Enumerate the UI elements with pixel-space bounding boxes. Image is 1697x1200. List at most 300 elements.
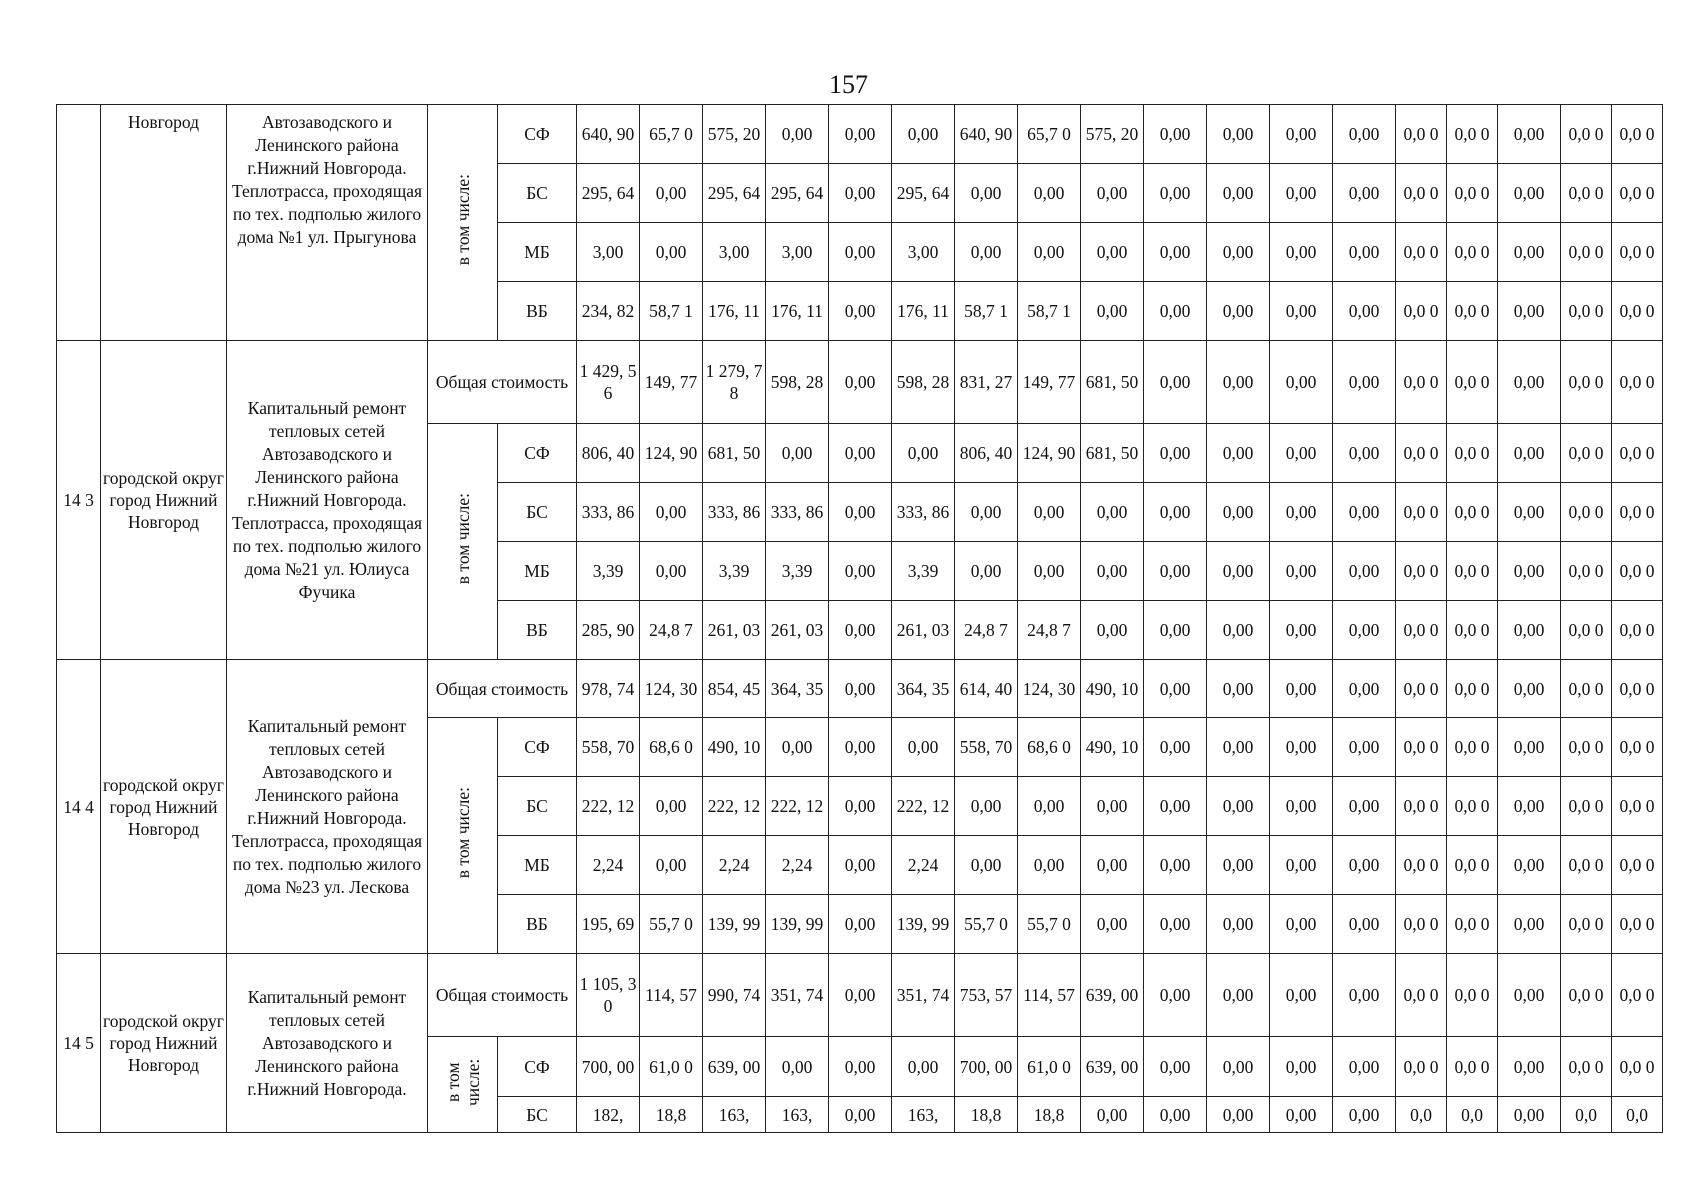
value-cell: 575, 20 (1081, 105, 1144, 164)
value-cell: 0,00 (1144, 954, 1207, 1037)
value-cell: 0,00 (1498, 1037, 1561, 1097)
value-cell: 0,00 (1270, 341, 1333, 424)
value-cell: 163, (703, 1097, 766, 1133)
value-cell: 0,00 (1333, 660, 1396, 718)
value-cell: 261, 03 (703, 601, 766, 660)
funding-source: БС (498, 1097, 577, 1133)
value-cell: 0,00 (1270, 483, 1333, 542)
value-cell: 0,0 0 (1396, 105, 1447, 164)
value-cell: 295, 64 (577, 164, 640, 223)
value-cell: 285, 90 (577, 601, 640, 660)
table-row (57, 660, 1663, 718)
value-cell: 0,0 0 (1561, 542, 1612, 601)
value-cell: 55,7 0 (640, 895, 703, 954)
value-cell: 0,0 0 (1447, 895, 1498, 954)
funding-source: СФ (498, 105, 577, 164)
value-cell: 0,00 (1144, 223, 1207, 282)
funding-source: ВБ (498, 895, 577, 954)
value-cell: 0,00 (1018, 836, 1081, 895)
value-cell: 978, 74 (577, 660, 640, 718)
value-cell: 0,0 0 (1447, 777, 1498, 836)
value-cell: 0,00 (766, 1037, 829, 1097)
value-cell: 176, 11 (766, 282, 829, 341)
value-cell: 0,00 (1333, 836, 1396, 895)
value-cell: 0,0 0 (1561, 223, 1612, 282)
value-cell: 0,0 0 (1447, 1037, 1498, 1097)
value-cell: 0,0 0 (1612, 601, 1663, 660)
value-cell: 0,00 (1081, 1097, 1144, 1133)
value-cell: 364, 35 (766, 660, 829, 718)
value-cell: 598, 28 (892, 341, 955, 424)
value-cell: 0,0 0 (1561, 341, 1612, 424)
value-cell: 0,00 (1333, 282, 1396, 341)
value-cell: 0,00 (1270, 718, 1333, 777)
value-cell: 0,00 (1144, 341, 1207, 424)
value-cell: 3,39 (577, 542, 640, 601)
value-cell: 295, 64 (703, 164, 766, 223)
value-cell: 0,00 (1270, 282, 1333, 341)
value-cell: 0,00 (1144, 601, 1207, 660)
value-cell: 0,0 0 (1447, 341, 1498, 424)
row-number: 14 4 (57, 660, 101, 954)
value-cell: 831, 27 (955, 341, 1018, 424)
value-cell: 700, 00 (955, 1037, 1018, 1097)
value-cell: 0,0 0 (1561, 105, 1612, 164)
value-cell: 854, 45 (703, 660, 766, 718)
value-cell: 24,8 7 (955, 601, 1018, 660)
value-cell: 0,00 (1270, 601, 1333, 660)
project-description: Капитальный ремонт тепловых сетей Автозаводского и Ленинского района г.Нижний Новгорода. (227, 954, 428, 1133)
value-cell: 295, 64 (892, 164, 955, 223)
value-cell: 0,00 (1333, 483, 1396, 542)
value-cell: 0,0 0 (1612, 660, 1663, 718)
value-cell: 0,00 (1081, 836, 1144, 895)
municipality-name: городской округ город Нижний Новгород (101, 341, 227, 660)
value-cell: 0,00 (1081, 601, 1144, 660)
funding-source: ВБ (498, 601, 577, 660)
value-cell: 681, 50 (1081, 424, 1144, 483)
value-cell: 0,0 0 (1396, 895, 1447, 954)
value-cell: 0,00 (829, 718, 892, 777)
value-cell: 2,24 (703, 836, 766, 895)
value-cell: 0,0 0 (1447, 660, 1498, 718)
value-cell: 261, 03 (892, 601, 955, 660)
value-cell: 0,00 (640, 836, 703, 895)
value-cell: 0,0 0 (1396, 954, 1447, 1037)
value-cell: 639, 00 (703, 1037, 766, 1097)
value-cell: 0,00 (1144, 542, 1207, 601)
funding-source: МБ (498, 836, 577, 895)
value-cell: 0,0 0 (1396, 836, 1447, 895)
value-cell: 1 279, 78 (703, 341, 766, 424)
funding-source: МБ (498, 542, 577, 601)
total-cost-label: Общая стоимость (428, 954, 577, 1037)
value-cell: 176, 11 (703, 282, 766, 341)
value-cell: 0,00 (1018, 164, 1081, 223)
funding-source: СФ (498, 1037, 577, 1097)
value-cell: 0,00 (1270, 660, 1333, 718)
value-cell: 222, 12 (766, 777, 829, 836)
value-cell: 18,8 (640, 1097, 703, 1133)
value-cell: 0,0 (1561, 1097, 1612, 1133)
value-cell: 0,0 0 (1612, 954, 1663, 1037)
value-cell: 0,0 0 (1447, 483, 1498, 542)
value-cell: 0,0 0 (1561, 777, 1612, 836)
value-cell: 0,00 (829, 660, 892, 718)
value-cell: 0,0 0 (1612, 718, 1663, 777)
value-cell: 0,00 (1498, 601, 1561, 660)
value-cell: 0,0 0 (1396, 282, 1447, 341)
value-cell: 3,00 (766, 223, 829, 282)
value-cell: 0,0 0 (1612, 836, 1663, 895)
value-cell: 0,00 (1498, 542, 1561, 601)
value-cell: 0,00 (829, 954, 892, 1037)
value-cell: 0,00 (955, 836, 1018, 895)
value-cell: 0,00 (1081, 483, 1144, 542)
value-cell: 575, 20 (703, 105, 766, 164)
value-cell: 0,00 (1270, 223, 1333, 282)
value-cell: 0,00 (1270, 542, 1333, 601)
value-cell: 58,7 1 (1018, 282, 1081, 341)
value-cell: 0,00 (955, 483, 1018, 542)
value-cell: 0,00 (1144, 836, 1207, 895)
value-cell: 0,00 (1333, 954, 1396, 1037)
value-cell: 0,00 (640, 164, 703, 223)
value-cell: 0,00 (1018, 483, 1081, 542)
value-cell: 0,00 (1333, 718, 1396, 777)
cost-table (56, 104, 1663, 1133)
value-cell: 0,00 (1498, 660, 1561, 718)
value-cell: 0,00 (1498, 954, 1561, 1037)
value-cell: 0,00 (1207, 836, 1270, 895)
value-cell: 0,00 (829, 1037, 892, 1097)
funding-source: ВБ (498, 282, 577, 341)
value-cell: 0,00 (1144, 1037, 1207, 1097)
value-cell: 0,0 0 (1612, 105, 1663, 164)
value-cell: 0,00 (1207, 164, 1270, 223)
value-cell: 0,00 (892, 424, 955, 483)
value-cell: 0,00 (1207, 954, 1270, 1037)
value-cell: 0,00 (1498, 777, 1561, 836)
value-cell: 0,00 (640, 777, 703, 836)
value-cell: 558, 70 (955, 718, 1018, 777)
value-cell: 0,00 (640, 223, 703, 282)
value-cell: 176, 11 (892, 282, 955, 341)
value-cell: 124, 30 (1018, 660, 1081, 718)
value-cell: 640, 90 (955, 105, 1018, 164)
value-cell: 0,00 (829, 1097, 892, 1133)
value-cell: 0,00 (1144, 660, 1207, 718)
value-cell: 2,24 (892, 836, 955, 895)
value-cell: 0,00 (1270, 1097, 1333, 1133)
value-cell: 0,00 (829, 601, 892, 660)
value-cell: 58,7 1 (640, 282, 703, 341)
value-cell: 0,00 (1270, 777, 1333, 836)
value-cell: 0,0 0 (1396, 164, 1447, 223)
value-cell: 0,00 (1333, 341, 1396, 424)
value-cell: 0,00 (1144, 777, 1207, 836)
value-cell: 124, 90 (1018, 424, 1081, 483)
value-cell: 333, 86 (577, 483, 640, 542)
value-cell: 3,00 (703, 223, 766, 282)
value-cell: 61,0 0 (640, 1037, 703, 1097)
value-cell: 3,00 (577, 223, 640, 282)
value-cell: 0,0 0 (1561, 954, 1612, 1037)
value-cell: 0,0 0 (1561, 601, 1612, 660)
value-cell: 0,0 0 (1612, 164, 1663, 223)
value-cell: 0,00 (1333, 1097, 1396, 1133)
value-cell: 2,24 (577, 836, 640, 895)
value-cell: 0,0 0 (1447, 718, 1498, 777)
including-label (428, 105, 498, 341)
value-cell: 0,00 (829, 424, 892, 483)
value-cell: 0,0 0 (1612, 341, 1663, 424)
value-cell: 0,00 (1498, 282, 1561, 341)
value-cell: 614, 40 (955, 660, 1018, 718)
value-cell: 0,00 (1207, 718, 1270, 777)
value-cell: 0,00 (640, 483, 703, 542)
value-cell: 0,0 0 (1396, 1037, 1447, 1097)
value-cell: 0,0 0 (1612, 483, 1663, 542)
value-cell: 0,0 0 (1447, 164, 1498, 223)
value-cell: 163, (892, 1097, 955, 1133)
value-cell: 182, (577, 1097, 640, 1133)
value-cell: 0,0 0 (1612, 223, 1663, 282)
including-label-text: в том числе: (452, 493, 473, 585)
value-cell: 0,00 (1144, 282, 1207, 341)
value-cell: 0,00 (1498, 223, 1561, 282)
value-cell: 0,0 0 (1612, 895, 1663, 954)
value-cell: 0,0 0 (1561, 718, 1612, 777)
value-cell: 222, 12 (703, 777, 766, 836)
value-cell: 234, 82 (577, 282, 640, 341)
value-cell: 0,0 0 (1561, 1037, 1612, 1097)
value-cell: 0,0 0 (1447, 836, 1498, 895)
value-cell: 0,0 0 (1396, 777, 1447, 836)
value-cell: 24,8 7 (640, 601, 703, 660)
value-cell: 0,00 (1144, 424, 1207, 483)
including-label-text: в том числе: (452, 787, 473, 879)
value-cell: 58,7 1 (955, 282, 1018, 341)
value-cell: 490, 10 (1081, 718, 1144, 777)
value-cell: 0,00 (1270, 424, 1333, 483)
value-cell: 0,00 (1144, 1097, 1207, 1133)
value-cell: 0,00 (955, 542, 1018, 601)
value-cell: 0,00 (1207, 223, 1270, 282)
value-cell: 0,00 (1207, 777, 1270, 836)
value-cell: 0,0 (1612, 1097, 1663, 1133)
value-cell: 0,00 (1498, 718, 1561, 777)
value-cell: 0,00 (1333, 777, 1396, 836)
value-cell: 0,00 (1333, 105, 1396, 164)
value-cell: 0,0 0 (1561, 282, 1612, 341)
value-cell: 68,6 0 (1018, 718, 1081, 777)
value-cell: 0,00 (1498, 483, 1561, 542)
value-cell: 124, 90 (640, 424, 703, 483)
value-cell: 1 105, 30 (577, 954, 640, 1037)
value-cell: 0,0 0 (1447, 424, 1498, 483)
value-cell: 261, 03 (766, 601, 829, 660)
value-cell: 0,0 0 (1561, 895, 1612, 954)
value-cell: 0,00 (1018, 777, 1081, 836)
value-cell: 806, 40 (577, 424, 640, 483)
value-cell: 0,00 (1207, 542, 1270, 601)
value-cell: 0,0 0 (1612, 1037, 1663, 1097)
value-cell: 0,00 (955, 223, 1018, 282)
value-cell: 333, 86 (766, 483, 829, 542)
value-cell: 0,00 (1207, 483, 1270, 542)
value-cell: 640, 90 (577, 105, 640, 164)
value-cell: 0,00 (829, 105, 892, 164)
value-cell: 18,8 (955, 1097, 1018, 1133)
value-cell: 163, (766, 1097, 829, 1133)
value-cell: 0,00 (892, 105, 955, 164)
value-cell: 490, 10 (703, 718, 766, 777)
value-cell: 0,00 (1081, 282, 1144, 341)
value-cell: 351, 74 (766, 954, 829, 1037)
value-cell: 333, 86 (892, 483, 955, 542)
value-cell: 0,00 (829, 164, 892, 223)
value-cell: 0,00 (955, 164, 1018, 223)
value-cell: 139, 99 (892, 895, 955, 954)
value-cell: 0,00 (1081, 542, 1144, 601)
value-cell: 351, 74 (892, 954, 955, 1037)
value-cell: 0,0 0 (1447, 223, 1498, 282)
value-cell: 0,00 (892, 718, 955, 777)
page-number: 157 (829, 70, 868, 99)
value-cell: 990, 74 (703, 954, 766, 1037)
value-cell: 3,39 (703, 542, 766, 601)
value-cell: 222, 12 (892, 777, 955, 836)
value-cell: 639, 00 (1081, 1037, 1144, 1097)
value-cell: 364, 35 (892, 660, 955, 718)
project-description: Капитальный ремонт тепловых сетей Автозаводского и Ленинского района г.Нижний Новгорода. Теплотрасса, проходящая по тех. подполью жилого дома №23 ул. Лескова (227, 660, 428, 954)
value-cell: 0,00 (1018, 542, 1081, 601)
value-cell: 0,00 (1144, 105, 1207, 164)
funding-source: СФ (498, 424, 577, 483)
value-cell: 0,00 (1270, 895, 1333, 954)
value-cell: 2,24 (766, 836, 829, 895)
funding-source: БС (498, 164, 577, 223)
value-cell: 700, 00 (577, 1037, 640, 1097)
row-number: 14 3 (57, 341, 101, 660)
value-cell: 114, 57 (1018, 954, 1081, 1037)
value-cell: 806, 40 (955, 424, 1018, 483)
value-cell: 0,0 0 (1447, 601, 1498, 660)
value-cell: 0,00 (766, 105, 829, 164)
value-cell: 139, 99 (703, 895, 766, 954)
value-cell: 0,00 (1333, 1037, 1396, 1097)
value-cell: 0,0 0 (1396, 424, 1447, 483)
value-cell: 0,00 (829, 836, 892, 895)
value-cell: 0,00 (1498, 164, 1561, 223)
table-row (57, 954, 1663, 1037)
value-cell: 0,00 (829, 777, 892, 836)
value-cell: 0,00 (1207, 1097, 1270, 1133)
value-cell: 149, 77 (1018, 341, 1081, 424)
value-cell: 598, 28 (766, 341, 829, 424)
value-cell: 0,00 (1081, 895, 1144, 954)
value-cell: 18,8 (1018, 1097, 1081, 1133)
value-cell: 0,00 (1207, 105, 1270, 164)
project-description: Автозаводского и Ленинского района г.Нижний Новгорода. Теплотрасса, проходящая по тех. подполью жилого дома №1 ул. Прыгунова (227, 105, 428, 341)
value-cell: 490, 10 (1081, 660, 1144, 718)
value-cell: 24,8 7 (1018, 601, 1081, 660)
value-cell: 0,00 (1498, 341, 1561, 424)
value-cell: 149, 77 (640, 341, 703, 424)
value-cell: 0,0 0 (1561, 483, 1612, 542)
value-cell: 0,0 0 (1396, 542, 1447, 601)
funding-source: БС (498, 777, 577, 836)
value-cell: 0,0 0 (1447, 542, 1498, 601)
value-cell: 0,00 (1144, 164, 1207, 223)
including-label-text: в том числе: (442, 1058, 483, 1106)
row-number (57, 105, 101, 341)
value-cell: 0,0 0 (1561, 424, 1612, 483)
value-cell: 0,0 0 (1612, 282, 1663, 341)
value-cell: 0,00 (1333, 895, 1396, 954)
value-cell: 681, 50 (1081, 341, 1144, 424)
value-cell: 0,00 (1144, 895, 1207, 954)
value-cell: 0,00 (1498, 836, 1561, 895)
value-cell: 0,0 0 (1561, 660, 1612, 718)
value-cell: 0,00 (1333, 424, 1396, 483)
value-cell: 0,00 (1207, 601, 1270, 660)
value-cell: 0,0 0 (1612, 777, 1663, 836)
funding-source: СФ (498, 718, 577, 777)
value-cell: 0,0 (1447, 1097, 1498, 1133)
value-cell: 639, 00 (1081, 954, 1144, 1037)
value-cell: 55,7 0 (955, 895, 1018, 954)
value-cell: 65,7 0 (640, 105, 703, 164)
project-description: Капитальный ремонт тепловых сетей Автозаводского и Ленинского района г.Нижний Новгорода. Теплотрасса, проходящая по тех. подполью жилого дома №21 ул. Юлиуса Фучика (227, 341, 428, 660)
table-row (57, 341, 1663, 424)
value-cell: 0,0 0 (1396, 601, 1447, 660)
total-cost-label: Общая стоимость (428, 341, 577, 424)
value-cell: 0,00 (829, 223, 892, 282)
value-cell: 0,00 (1144, 483, 1207, 542)
value-cell: 0,0 0 (1447, 105, 1498, 164)
value-cell: 3,39 (766, 542, 829, 601)
value-cell: 0,0 0 (1396, 718, 1447, 777)
value-cell: 0,0 0 (1447, 954, 1498, 1037)
value-cell: 0,0 0 (1396, 341, 1447, 424)
value-cell: 124, 30 (640, 660, 703, 718)
value-cell: 0,00 (1498, 1097, 1561, 1133)
value-cell: 0,00 (829, 895, 892, 954)
value-cell: 0,0 0 (1396, 223, 1447, 282)
value-cell: 222, 12 (577, 777, 640, 836)
including-label (428, 424, 498, 660)
value-cell: 3,00 (892, 223, 955, 282)
value-cell: 114, 57 (640, 954, 703, 1037)
including-label (428, 1037, 498, 1133)
value-cell: 0,00 (1081, 777, 1144, 836)
value-cell: 68,6 0 (640, 718, 703, 777)
value-cell: 681, 50 (703, 424, 766, 483)
funding-source: МБ (498, 223, 577, 282)
value-cell: 0,00 (1207, 341, 1270, 424)
value-cell: 0,00 (766, 718, 829, 777)
value-cell: 0,00 (1207, 282, 1270, 341)
value-cell: 753, 57 (955, 954, 1018, 1037)
funding-source: БС (498, 483, 577, 542)
value-cell: 333, 86 (703, 483, 766, 542)
including-label (428, 718, 498, 954)
value-cell: 0,00 (1333, 542, 1396, 601)
value-cell: 0,0 0 (1612, 542, 1663, 601)
value-cell: 0,00 (829, 542, 892, 601)
